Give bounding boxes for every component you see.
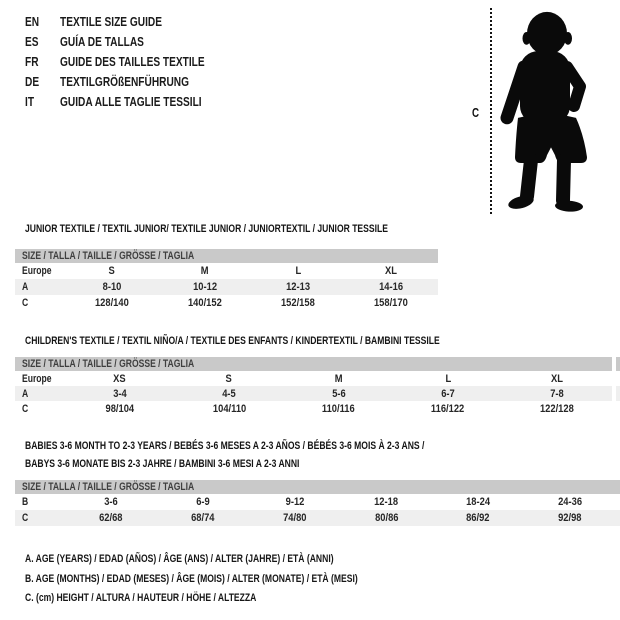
size-value: M [334,372,343,385]
guide-title-it: GUIDA ALLE TAGLIE TESSILI [60,94,202,109]
table-edge-sliver [616,480,620,494]
table-row-height-cm [15,295,438,311]
age-value: 12-18 [374,496,399,508]
language-code: DE [25,74,40,89]
toddler-silhouette-icon [494,8,594,216]
age-value: 9-12 [285,496,304,508]
height-value: 122/128 [540,402,575,415]
table-edge-sliver [616,386,620,401]
height-value: 104/110 [212,402,246,415]
height-value: 128/140 [94,297,129,309]
language-code: IT [25,94,35,109]
row-label: A [22,281,29,293]
table-row-height-cm [15,510,616,526]
language-row-it [25,92,245,112]
age-value: 8-10 [102,281,121,293]
size-value: L [295,265,301,277]
language-code: EN [25,14,40,29]
size-value: S [108,265,115,277]
footnote-age-years: A. AGE (YEARS) / EDAD (AÑOS) / ÂGE (ANS) / ALTER (JAHRE) / ETÀ (ANNI) [25,553,334,565]
size-value: XL [385,265,398,277]
language-row-en [25,12,245,32]
language-row-de [25,72,245,92]
size-value: XL [551,372,564,385]
size-value: S [225,372,233,385]
height-value: 80/86 [374,512,399,524]
language-row-es [25,32,245,52]
row-label: Europe [22,265,52,277]
age-value: 6-9 [195,496,210,508]
row-label: Europe [22,372,52,385]
section-title-junior: JUNIOR TEXTILE / TEXTIL JUNIOR/ TEXTILE JUNIOR / JUNIORTEXTIL / JUNIOR TESSILE [25,223,388,235]
age-value: 3-6 [104,496,118,508]
footnote-height-cm: C. (cm) HEIGHT / ALTURA / HAUTEUR / HÖHE / ALTEZZA [25,592,257,604]
height-value: 92/98 [558,512,582,524]
row-label: A [22,387,29,400]
age-value: 7-8 [550,387,565,400]
row-label: C [22,512,29,524]
age-value: 18-24 [466,496,491,508]
size-header-bar [15,480,616,494]
section-title-children: CHILDREN'S TEXTILE / TEXTIL NIÑO/A / TEXTILE DES ENFANTS / KINDERTEXTIL / BAMBINI TESSILE [25,335,440,347]
size-header-label: SIZE / TALLA / TAILLE / GRÖSSE / TAGLIA [22,481,195,493]
size-value: M [200,265,209,277]
guide-title-es: GUÍA DE TALLAS [60,34,144,49]
babies-size-table [15,480,616,526]
age-value: 24-36 [558,496,583,508]
children-size-table [15,357,612,416]
size-header-label: SIZE / TALLA / TAILLE / GRÖSSE / TAGLIA [22,250,195,262]
row-label: B [22,496,29,508]
height-value: 74/80 [282,512,307,524]
height-value: 158/170 [374,297,409,309]
legend-footnotes [25,550,452,609]
language-code: FR [25,54,39,69]
table-edge-sliver [616,510,620,526]
table-row-age-years [15,386,612,401]
age-value: 4-5 [222,387,236,400]
size-header-bar [15,357,612,371]
section-title-babies [25,438,537,473]
size-header-label: SIZE / TALLA / TAILLE / GRÖSSE / TAGLIA [22,358,195,370]
row-label: C [22,402,29,415]
table-edge-sliver [616,357,620,371]
junior-size-table [15,249,438,311]
height-value: 110/116 [322,402,355,415]
language-row-fr [25,52,245,72]
section-title-babies-line1: BABIES 3-6 MONTH TO 2-3 YEARS / BEBÉS 3-6 MESES A 2-3 AÑOS / BÉBÉS 3-6 MOIS À 2-3 ANS / [25,440,425,452]
row-label: C [22,297,29,309]
age-value: 6-7 [441,387,455,400]
height-value: 68/74 [191,512,215,524]
height-measure-dashed-line [490,8,492,214]
height-value: 62/68 [99,512,123,524]
height-value: 152/158 [281,297,316,309]
footnote-age-months: B. AGE (MONTHS) / EDAD (MESES) / ÂGE (MOIS) / ALTER (MONATE) / ETÀ (MESI) [25,572,358,585]
age-value: 5-6 [331,387,346,400]
table-row-age-months [15,494,616,510]
guide-title-en: TEXTILE SIZE GUIDE [60,14,162,29]
language-title-list [25,12,245,112]
height-value: 116/122 [431,402,465,415]
height-value: 98/104 [105,402,135,415]
section-title-babies-line2: BABYS 3-6 MONATE BIS 2-3 JAHRE / BAMBINI 3-6 MESI A 2-3 ANNI [25,457,300,470]
guide-title-de: TEXTILGRÖßENFÜHRUNG [60,74,190,89]
age-value: 10-12 [192,281,217,293]
language-code: ES [25,34,39,49]
age-value: 14-16 [379,281,404,293]
guide-title-fr: GUIDE DES TAILLES TEXTILE [60,54,205,69]
height-measure-label: C [472,106,480,120]
size-value: L [445,372,451,385]
table-row-height-cm [15,401,612,416]
age-value: 12-13 [286,281,311,293]
table-row-europe [15,371,612,386]
size-value: XS [113,372,126,385]
height-value: 86/92 [466,512,490,524]
age-value: 3-4 [112,387,127,400]
height-value: 140/152 [187,297,222,309]
table-row-age-years [15,279,438,295]
size-header-bar [15,249,438,263]
table-row-europe [15,263,438,279]
